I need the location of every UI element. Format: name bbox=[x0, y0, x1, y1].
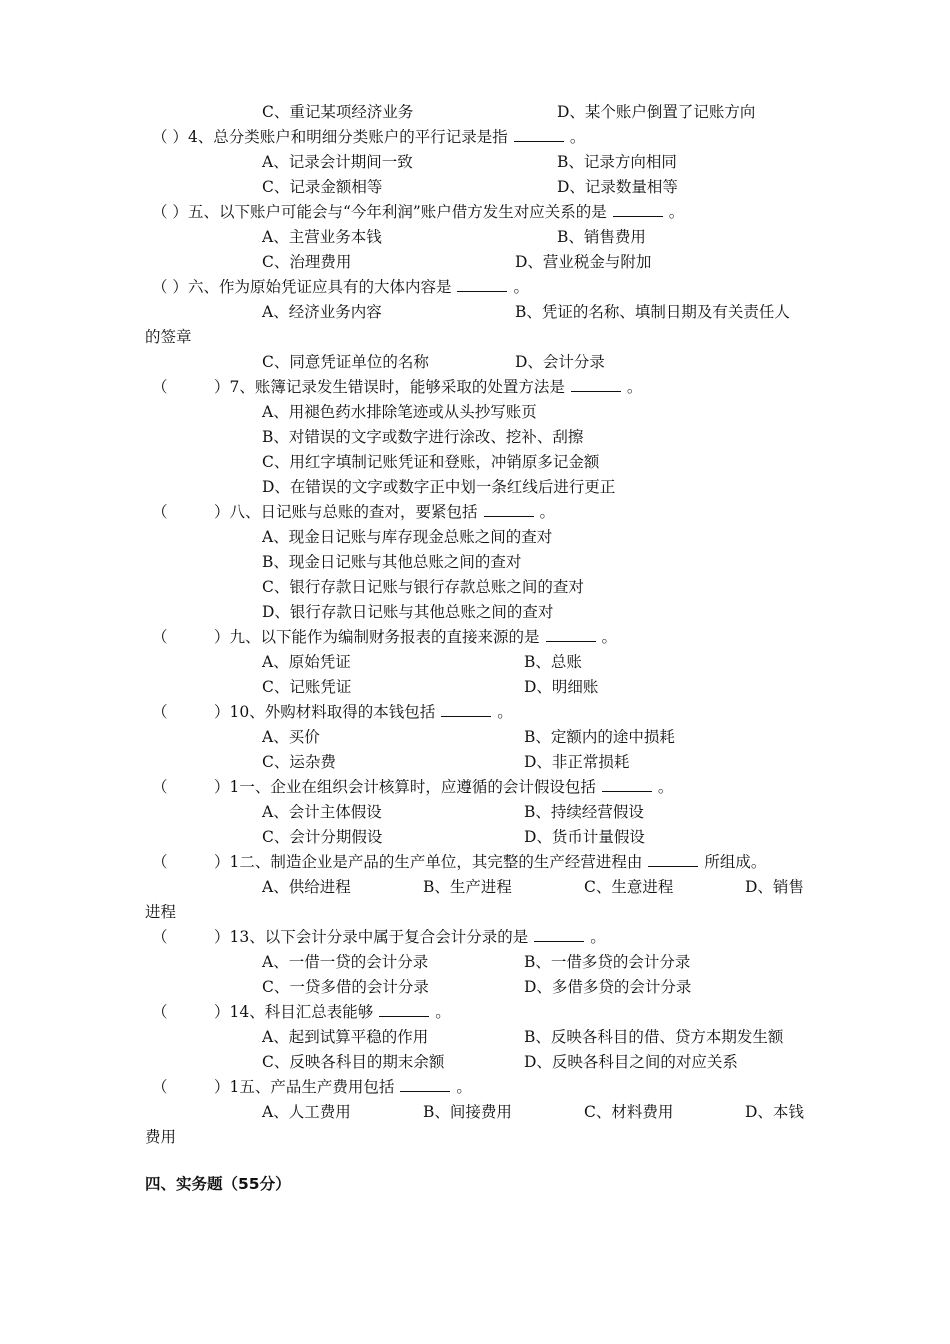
answer-blank bbox=[546, 628, 596, 642]
answer-paren: （ ） bbox=[152, 503, 230, 521]
answer-blank bbox=[484, 503, 534, 517]
question-stem: 7、账簿记录发生错误时，能够采取的处置方法是 bbox=[229, 378, 565, 396]
q3-option-d: D、某个账户倒置了记账方向 bbox=[557, 103, 756, 121]
option: C、银行存款日记账与银行存款总账之间的查对 bbox=[262, 578, 584, 596]
answer-blank bbox=[400, 1078, 450, 1092]
answer-blank bbox=[514, 128, 564, 142]
option: D、多借多贷的会计分录 bbox=[524, 978, 692, 996]
answer-blank bbox=[571, 378, 621, 392]
question-stem: 14、科目汇总表能够 bbox=[229, 1003, 374, 1021]
question-9 bbox=[152, 627, 617, 647]
answer-paren: （ ） bbox=[152, 853, 230, 871]
question-stem: 八、日记账与总账的查对，要紧包括 bbox=[229, 503, 478, 521]
question-stem: 六、作为原始凭证应具有的大体内容是 bbox=[187, 278, 452, 296]
question-stem: 4、总分类账户和明细分类账户的平行记录是指 bbox=[187, 128, 508, 146]
option: D、营业税金与附加 bbox=[515, 253, 652, 271]
question-11 bbox=[152, 777, 673, 797]
answer-paren: （ ） bbox=[152, 628, 230, 646]
option: C、材料费用 bbox=[584, 1103, 674, 1121]
option-wrap: 费用 bbox=[145, 1128, 177, 1146]
question-4 bbox=[152, 127, 585, 147]
q3-option-c: C、重记某项经济业务 bbox=[262, 103, 414, 121]
question-tail: 。 bbox=[569, 128, 586, 146]
question-stem: 九、以下能作为编制财务报表的直接来源的是 bbox=[229, 628, 540, 646]
question-tail: 所组成。 bbox=[704, 853, 767, 871]
question-stem: 1一、企业在组织会计核算时，应遵循的会计假设包括 bbox=[229, 778, 596, 796]
option: A、一借一贷的会计分录 bbox=[262, 953, 429, 971]
option: D、反映各科目之间的对应关系 bbox=[524, 1053, 738, 1071]
option: C、生意进程 bbox=[584, 878, 674, 896]
question-stem: 五、以下账户可能会与“今年利润”账户借方发生对应关系的是 bbox=[187, 203, 607, 221]
option: A、会计主体假设 bbox=[262, 803, 382, 821]
answer-paren: （ ） bbox=[152, 778, 230, 796]
answer-paren: （ ） bbox=[152, 1078, 230, 1096]
option: B、销售费用 bbox=[557, 228, 646, 246]
answer-blank bbox=[534, 928, 584, 942]
answer-paren: （ ） bbox=[152, 1003, 230, 1021]
option: B、反映各科目的借、贷方本期发生额 bbox=[524, 1028, 784, 1046]
answer-blank bbox=[441, 703, 491, 717]
answer-paren: （ ） bbox=[152, 278, 188, 296]
question-tail: 。 bbox=[657, 778, 674, 796]
option: D、在错误的文字或数字正中划一条红线后进行更正 bbox=[262, 478, 616, 496]
option: B、现金日记账与其他总账之间的查对 bbox=[262, 553, 522, 571]
option: C、会计分期假设 bbox=[262, 828, 383, 846]
option: D、非正常损耗 bbox=[524, 753, 630, 771]
option: A、现金日记账与库存现金总账之间的查对 bbox=[262, 528, 553, 546]
question-14 bbox=[152, 1002, 451, 1022]
question-tail: 。 bbox=[601, 628, 618, 646]
option: A、供给进程 bbox=[262, 878, 351, 896]
question-15 bbox=[152, 1077, 472, 1097]
option: D、会计分录 bbox=[515, 353, 605, 371]
option: C、治理费用 bbox=[262, 253, 352, 271]
option: B、间接费用 bbox=[423, 1103, 512, 1121]
option: C、用红字填制记账凭证和登账，冲销原多记金额 bbox=[262, 453, 600, 471]
question-stem: 1二、制造企业是产品的生产单位，其完整的生产经营进程由 bbox=[229, 853, 643, 871]
option: B、凭证的名称、填制日期及有关责任人 bbox=[515, 303, 790, 321]
option: D、记录数量相等 bbox=[557, 178, 678, 196]
option: A、用褪色药水排除笔迹或从头抄写账页 bbox=[262, 403, 537, 421]
option: B、记录方向相同 bbox=[557, 153, 677, 171]
question-13 bbox=[152, 927, 606, 947]
option: A、主营业务本钱 bbox=[262, 228, 382, 246]
answer-blank bbox=[457, 278, 507, 292]
answer-blank bbox=[613, 203, 663, 217]
option: D、销售 bbox=[745, 878, 804, 896]
question-8 bbox=[152, 502, 555, 522]
question-tail: 。 bbox=[435, 1003, 451, 1021]
question-12 bbox=[152, 852, 766, 872]
question-tail: 。 bbox=[539, 503, 556, 521]
option: A、记录会计期间一致 bbox=[262, 153, 413, 171]
section-heading: 四、实务题（55分） bbox=[145, 1175, 291, 1193]
option: B、定额内的途中损耗 bbox=[524, 728, 675, 746]
option: C、记账凭证 bbox=[262, 678, 352, 696]
question-tail: 。 bbox=[626, 378, 643, 396]
option: B、对错误的文字或数字进行涂改、挖补、刮擦 bbox=[262, 428, 584, 446]
option: C、记录金额相等 bbox=[262, 178, 383, 196]
question-5 bbox=[152, 202, 684, 222]
option: C、一贷多借的会计分录 bbox=[262, 978, 429, 996]
option: B、持续经营假设 bbox=[524, 803, 644, 821]
option-wrap: 进程 bbox=[145, 903, 177, 921]
option: B、一借多贷的会计分录 bbox=[524, 953, 691, 971]
option: D、本钱 bbox=[745, 1103, 804, 1121]
answer-blank bbox=[379, 1003, 429, 1017]
question-stem: 10、外购材料取得的本钱包括 bbox=[229, 703, 436, 721]
option: D、银行存款日记账与其他总账之间的查对 bbox=[262, 603, 554, 621]
option: D、货币计量假设 bbox=[524, 828, 645, 846]
option: A、起到试算平稳的作用 bbox=[262, 1028, 429, 1046]
option: C、同意凭证单位的名称 bbox=[262, 353, 429, 371]
question-tail: 。 bbox=[497, 703, 513, 721]
question-tail: 。 bbox=[513, 278, 529, 296]
question-6 bbox=[152, 277, 529, 297]
option: A、买价 bbox=[262, 728, 320, 746]
question-stem: 1五、产品生产费用包括 bbox=[229, 1078, 395, 1096]
question-tail: 。 bbox=[668, 203, 685, 221]
option: D、明细账 bbox=[524, 678, 599, 696]
answer-paren: （ ） bbox=[152, 203, 188, 221]
question-7 bbox=[152, 377, 642, 397]
option-wrap: 的签章 bbox=[145, 328, 192, 346]
option: B、总账 bbox=[524, 653, 582, 671]
answer-blank bbox=[648, 853, 698, 867]
answer-blank bbox=[602, 778, 652, 792]
answer-paren: （ ） bbox=[152, 703, 230, 721]
question-stem: 13、以下会计分录中属于复合会计分录的是 bbox=[229, 928, 529, 946]
answer-paren: （ ） bbox=[152, 928, 230, 946]
option: A、原始凭证 bbox=[262, 653, 351, 671]
option: B、生产进程 bbox=[423, 878, 512, 896]
option: A、人工费用 bbox=[262, 1103, 351, 1121]
question-tail: 。 bbox=[590, 928, 606, 946]
option: C、反映各科目的期末余额 bbox=[262, 1053, 445, 1071]
answer-paren: （ ） bbox=[152, 128, 188, 146]
option: A、经济业务内容 bbox=[262, 303, 382, 321]
question-10 bbox=[152, 702, 513, 722]
question-tail: 。 bbox=[456, 1078, 472, 1096]
answer-paren: （ ） bbox=[152, 378, 230, 396]
option: C、运杂费 bbox=[262, 753, 336, 771]
